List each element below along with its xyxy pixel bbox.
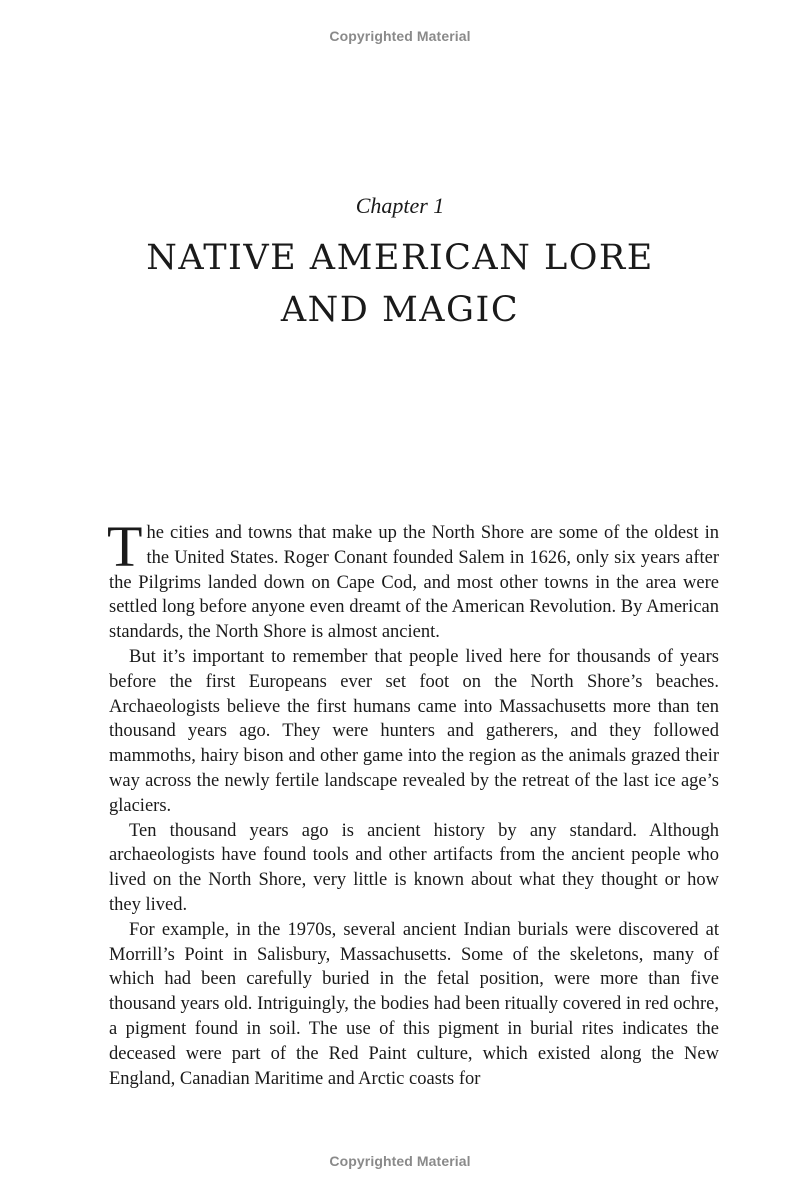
chapter-title-line-2: AND MAGIC bbox=[280, 290, 520, 330]
chapter-title bbox=[100, 232, 700, 336]
chapter-title-line-1: NATIVE AMERICAN LORE bbox=[146, 238, 654, 278]
paragraph-3: Ten thousand years ago is ancient history by any standard. Although archaeologists have found tools and other artifacts from the ancient people who lived on the North Shore, very little is known about what they thought or how they lived. bbox=[109, 820, 719, 915]
paragraph-1 bbox=[107, 514, 719, 645]
drop-cap: T bbox=[107, 514, 143, 579]
paragraph-1-text: he cities and towns that make up the North Shore are some of the oldest in the United States. Roger Conant founded Salem in 1626, only six years after the Pilgrims landed down on Cape Cod, and most other towns in the area were settled long before anyone even dreamt of the American Revolution. By American standards, the North Shore is almost ancient. bbox=[109, 523, 719, 643]
chapter-body bbox=[107, 514, 719, 1091]
chapter-label: Chapter 1 bbox=[355, 193, 445, 218]
paragraph-2: But it’s important to remember that people lived here for thousands of years before the first Europeans ever set foot on the North Shore’s beaches. Archaeologists believe the first humans came into Massachusetts more than ten thousand years ago. They were hunters and gatherers, and they followed mammoths, hairy bison and other game into the region as the animals grazed their way across the newly fertile landscape revealed by the retreat of the last ice age’s glaciers. bbox=[109, 646, 719, 816]
watermark-top: Copyrighted Material bbox=[329, 28, 471, 44]
watermark-bottom: Copyrighted Material bbox=[329, 1153, 471, 1169]
paragraph-4: For example, in the 1970s, several ancient Indian burials were discovered at Morrill’s Point in Salisbury, Massachusetts. Some of the skeletons, many of which had been carefully buried in the fetal position, were more than five thousand years old. Intriguingly, the bodies had been ritually covered in red ochre, a pigment found in soil. The use of this pigment in burial rites indicates the deceased were part of the Red Paint culture, which existed along the New England, Canadian Maritime and Arctic coasts for bbox=[109, 919, 719, 1089]
